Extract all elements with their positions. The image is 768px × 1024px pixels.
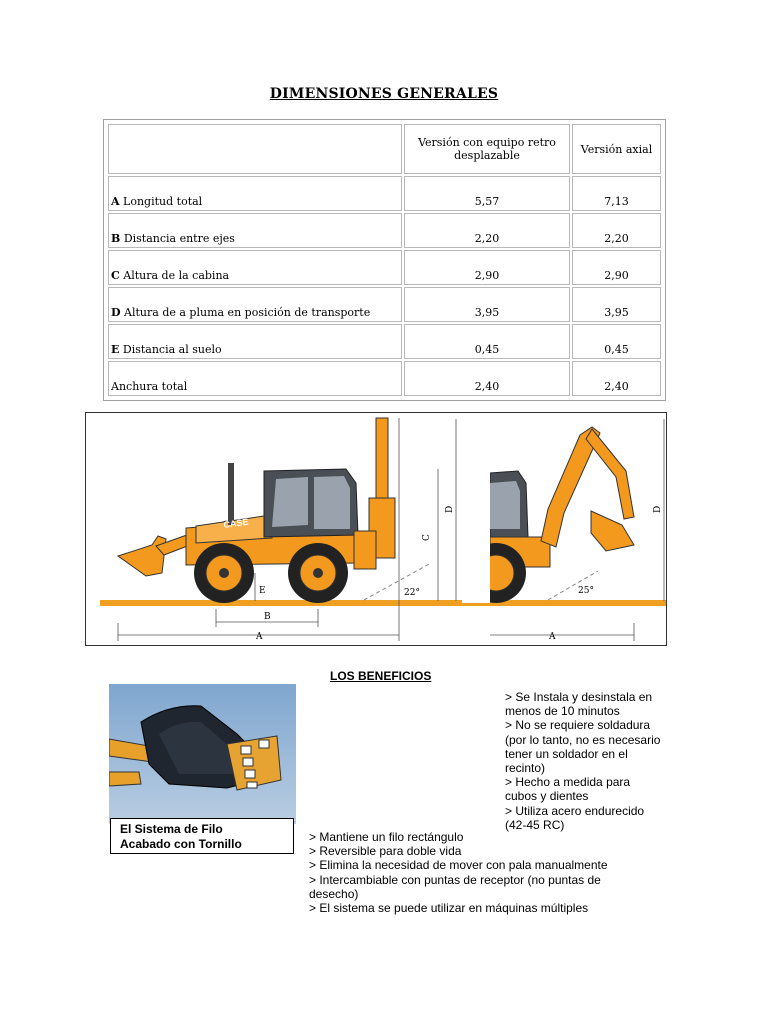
bucket-photo [109,684,296,824]
row-label-text: Distancia al suelo [122,343,222,356]
list-item: > El sistema se puede utilizar en máquinas múltiples [309,901,589,916]
benefits-list-bottom [309,830,644,915]
value-retro: 2,90 [404,250,570,285]
backhoe-loader-side-view [118,418,395,603]
header-cell-empty [108,124,402,174]
list-item: > Intercambiable con puntas de receptor (no puntas de desecho) [309,872,601,901]
row-label-text: Altura de la cabina [123,269,230,282]
dim-label-d-axial: D [653,505,663,513]
benefits-list-right [505,690,665,832]
benefits-title: LOS BENEFICIOS [330,669,432,683]
value-retro: 0,45 [404,324,570,359]
row-letter: D [111,306,121,319]
value-retro: 3,95 [404,287,570,322]
value-axial: 3,95 [572,287,661,322]
row-label [108,176,402,211]
table-row [108,176,661,211]
list-item: > Mantiene un filo rectángulo [309,830,464,844]
row-label-text: Longitud total [123,195,203,208]
row-letter: A [111,195,120,208]
table-header-row [108,124,661,174]
list-item: > Hecho a medida para cubos y dientes [505,775,631,804]
value-retro: 5,57 [404,176,570,211]
ground-line [100,600,666,606]
row-letter: E [111,343,120,356]
dim-label-b: B [264,612,271,622]
value-axial: 2,90 [572,250,661,285]
photo-caption [110,818,294,854]
row-label [108,287,402,322]
angle-label-left: 22° [404,588,420,598]
row-letter: B [111,232,121,245]
backhoe-dimension-drawing [85,412,667,646]
table-row [108,324,661,359]
list-item: > No se requiere soldadura (por lo tanto, no es necesario tener un soldador en el recinto) [505,718,661,776]
row-label [108,361,402,396]
table-row [108,250,661,285]
dim-label-a-axial: A [549,632,556,642]
table-row [108,361,661,396]
dim-label-c: C [422,534,432,541]
row-label [108,250,402,285]
row-label [108,324,402,359]
value-axial: 7,13 [572,176,661,211]
list-item: > Se Instala y desinstala en menos de 10 minutos [505,690,653,719]
row-label-text: Anchura total [111,380,188,393]
dim-label-a: A [256,632,263,642]
value-axial: 2,20 [572,213,661,248]
backhoe-illustration [86,413,666,645]
backhoe-axial-side-view [462,427,634,603]
caption-line: El Sistema de Filo [120,822,223,836]
table-row [108,213,661,248]
row-letter: C [111,269,120,282]
header-cell-axial: Versión axial [572,124,661,174]
value-retro: 2,40 [404,361,570,396]
value-axial: 2,40 [572,361,661,396]
header-cell-retro: Versión con equipo retro desplazable [404,124,570,174]
row-label-text: Altura de a pluma en posición de transporte [124,306,371,319]
angle-label-right: 25° [578,586,594,596]
value-retro: 2,20 [404,213,570,248]
dim-label-d: D [445,505,455,513]
svg-text:CASE: CASE [222,516,250,530]
table-row [108,287,661,322]
list-item: > Utiliza acero endurecido (42-45 RC) [505,803,645,832]
list-item: > Reversible para doble vida [309,844,462,859]
page-title: DIMENSIONES GENERALES [269,86,499,102]
dim-label-e: E [259,586,266,596]
list-item: > Elimina la necesidad de mover con pala manualmente [309,858,608,873]
dimensions-table [103,119,666,401]
row-label [108,213,402,248]
caption-line: Acabado con Tornillo [120,837,242,851]
row-label-text: Distancia entre ejes [123,232,235,245]
bucket-image [109,684,296,824]
value-axial: 0,45 [572,324,661,359]
